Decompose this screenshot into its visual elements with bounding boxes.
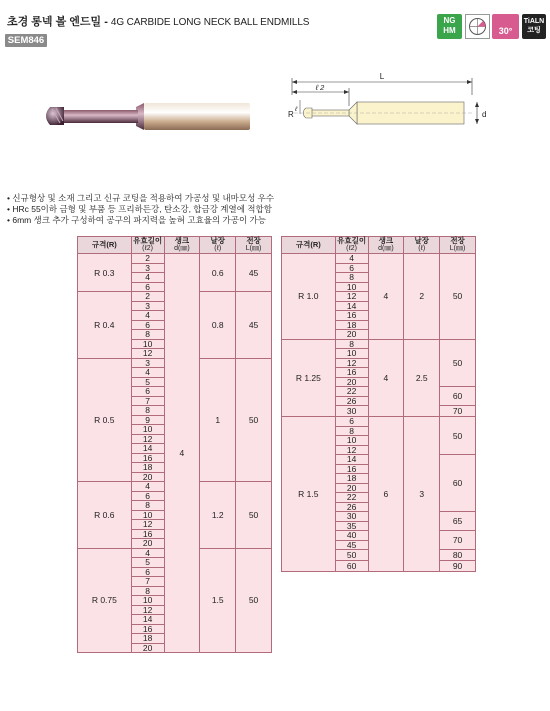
eff-length-cell: 10 [131,339,164,349]
eff-length-cell: 50 [335,550,368,561]
ng-hm-icon-line1: NG [443,16,456,25]
eff-length-cell: 8 [131,586,164,596]
col-eff: 유효길이 (ℓ2) [133,236,163,252]
total-length-cell: 50 [236,358,272,482]
blade-cell: 0.8 [200,292,236,359]
dim-L-label: L [379,72,385,81]
total-length-cell: 50 [236,482,272,549]
blade-cell: 3 [404,417,440,572]
eff-length-cell: 14 [131,444,164,454]
spec-cell: R 0.4 [78,292,132,359]
title-separator: - [104,16,108,28]
eff-length-cell: 6 [131,320,164,330]
spec-cell: R 0.6 [78,482,132,549]
eff-length-cell: 3 [131,301,164,311]
spec-table-left [77,236,272,653]
col-shank: 생크 d(㎜) [164,237,200,254]
eff-length-cell: 60 [335,561,368,572]
eff-length-cell: 40 [335,531,368,541]
total-length-cell: 50 [440,417,476,455]
dim-l2-label: ℓ 2 [315,83,325,92]
dim-l-label: ℓ [294,106,298,113]
eff-length-cell: 10 [335,436,368,446]
coating-icon-line1: TiALN [523,18,545,25]
blade-cell: 2 [404,254,440,340]
shank-cell: 4 [164,254,200,653]
total-length-cell: 60 [440,387,476,406]
eff-length-cell: 18 [335,320,368,330]
eff-length-cell: 30 [335,512,368,522]
total-length-cell: 50 [236,548,272,653]
total-length-cell: 50 [440,254,476,340]
shank-cell: 4 [368,254,404,340]
eff-length-cell: 16 [335,311,368,321]
total-length-cell: 70 [440,406,476,417]
eff-length-cell: 12 [335,292,368,302]
eff-length-cell: 12 [131,605,164,615]
spec-cell: R 0.3 [78,254,132,292]
note-item: • HRc 55이하 금형 및 부품 등 프리하든강, 탄소강, 합금강 계열에 적합함 [7,204,272,214]
eff-length-cell: 30 [335,406,368,417]
feature-notes [7,193,274,226]
eff-length-cell: 8 [131,501,164,511]
title-english: 4G CARBIDE LONG NECK BALL ENDMILLS [110,17,310,28]
col-blade: 날장 (ℓ) [200,237,236,254]
endmill-product-photo [36,84,266,144]
eff-length-cell: 16 [335,464,368,474]
eff-length-cell: 7 [131,577,164,587]
eff-length-cell: 3 [131,358,164,368]
table-header-row [78,237,272,254]
eff-length-cell: 5 [131,558,164,568]
eff-length-cell: 8 [335,426,368,436]
eff-length-cell: 18 [131,634,164,644]
eff-length-cell: 16 [131,624,164,634]
table-header-row [282,237,476,254]
eff-length-cell: 20 [335,483,368,493]
coating-icon-line2: 코팅 [527,27,541,34]
shank-cell: 6 [368,417,404,572]
eff-length-cell: 20 [131,643,164,653]
eff-length-cell: 4 [335,254,368,264]
eff-length-cell: 6 [131,387,164,397]
blade-cell: 1.2 [200,482,236,549]
eff-length-cell: 2 [131,254,164,264]
eff-length-cell: 10 [131,510,164,520]
eff-length-cell: 8 [131,330,164,340]
ng-hm-icon [437,14,462,39]
note-item: • 6mm 생크 추가 구성하여 공구의 파지력을 높혀 고효율의 가공이 가능 [7,215,266,225]
blade-cell: 1.5 [200,548,236,653]
eff-length-cell: 20 [335,330,368,340]
eff-length-cell: 6 [131,567,164,577]
table-row [282,417,476,427]
eff-length-cell: 20 [335,377,368,387]
product-code-badge: SEM846 [5,34,47,47]
total-length-cell: 65 [440,512,476,531]
eff-length-cell: 6 [131,491,164,501]
eff-length-cell: 4 [131,548,164,558]
helix-angle-icon [492,14,519,39]
blade-cell: 1 [200,358,236,482]
eff-length-cell: 20 [131,539,164,549]
tialn-coating-icon [522,14,546,39]
eff-length-cell: 8 [131,406,164,416]
eff-length-cell: 3 [131,263,164,273]
eff-length-cell: 12 [131,434,164,444]
eff-length-cell: 20 [131,472,164,482]
eff-length-cell: 10 [131,596,164,606]
dim-d-label: d [482,110,487,119]
eff-length-cell: 26 [335,502,368,512]
col-total: 전장 L(㎜) [440,237,476,254]
eff-length-cell: 4 [131,368,164,378]
eff-length-cell: 18 [131,463,164,473]
blade-cell: 2.5 [404,339,440,417]
eff-length-cell: 8 [335,339,368,349]
eff-length-cell: 5 [131,377,164,387]
total-length-cell: 90 [440,561,476,572]
table-row [282,339,476,349]
eff-length-cell: 18 [335,474,368,484]
spec-table-right [281,236,476,572]
total-length-cell: 80 [440,550,476,561]
eff-length-cell: 14 [335,455,368,465]
col-spec: 규격(R) [282,237,336,254]
eff-length-cell: 16 [335,368,368,378]
eff-length-cell: 4 [131,482,164,492]
shank-cell: 4 [368,339,404,417]
total-length-cell: 45 [236,254,272,292]
ng-hm-icon-line2: HM [443,26,456,35]
blade-cell: 0.6 [200,254,236,292]
eff-length-cell: 22 [335,493,368,503]
eff-length-cell: 6 [335,417,368,427]
eff-length-cell: 8 [335,273,368,283]
eff-length-cell: 4 [131,273,164,283]
total-length-cell: 50 [440,339,476,387]
eff-length-cell: 14 [335,301,368,311]
dim-R-label: R [288,110,294,119]
col-total: 전장 L(㎜) [236,237,272,254]
eff-length-cell: 6 [131,282,164,292]
eff-length-cell: 10 [335,282,368,292]
eff-length-cell: 4 [131,311,164,321]
eff-length-cell: 16 [131,453,164,463]
eff-length-cell: 7 [131,396,164,406]
spec-cell: R 0.75 [78,548,132,653]
title-korean: 초경 롱넥 볼 엔드밀 [7,16,102,28]
total-length-cell: 60 [440,455,476,512]
eff-length-cell: 12 [131,349,164,359]
table-row [78,254,272,264]
eff-length-cell: 16 [131,529,164,539]
note-item: • 신규형상 및 소재 그리고 신규 코팅을 적용하여 가공성 및 내마모성 우수 [7,193,275,203]
col-eff: 유효길이 (ℓ2) [337,236,367,252]
ball-end-icon [465,14,490,39]
col-spec: 규격(R) [78,237,132,254]
eff-length-cell: 12 [131,520,164,530]
eff-length-cell: 12 [335,445,368,455]
technical-drawing [272,70,502,150]
eff-length-cell: 2 [131,292,164,302]
eff-length-cell: 12 [335,358,368,368]
col-blade: 날장 (ℓ) [404,237,440,254]
eff-length-cell: 10 [131,425,164,435]
eff-length-cell: 45 [335,540,368,550]
eff-length-cell: 10 [335,349,368,359]
spec-cell: R 1.5 [282,417,336,572]
helix-angle-text: 30° [498,26,513,36]
spec-cell: R 0.5 [78,358,132,482]
total-length-cell: 45 [236,292,272,359]
spec-cell: R 1.0 [282,254,336,340]
eff-length-cell: 26 [335,396,368,406]
eff-length-cell: 22 [335,387,368,397]
eff-length-cell: 6 [335,263,368,273]
total-length-cell: 70 [440,531,476,550]
spec-cell: R 1.25 [282,339,336,417]
eff-length-cell: 14 [131,615,164,625]
eff-length-cell: 35 [335,521,368,531]
table-row [282,254,476,264]
page-title [7,13,309,29]
eff-length-cell: 9 [131,415,164,425]
col-shank: 생크 d(㎜) [368,237,404,254]
